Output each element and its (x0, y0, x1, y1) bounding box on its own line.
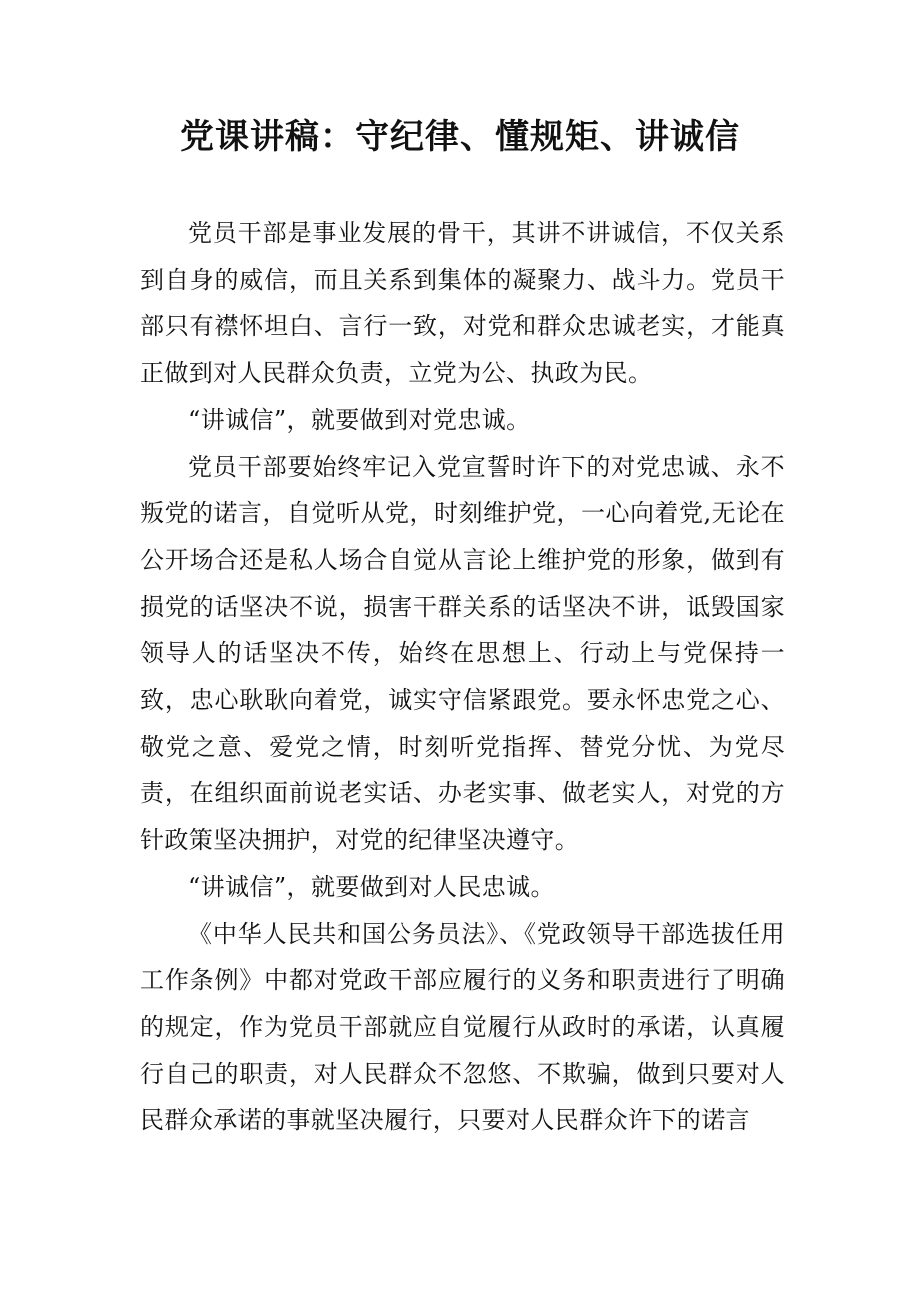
paragraph-party-loyalty: 党员干部要始终牢记入党宣誓时许下的对党忠诚、永不叛党的诺言，自觉听从党，时刻维护党，一心向着党,无论在公开场合还是私人场合自觉从言论上维护党的形象，做到有损党的话坚决不说，损害干群关系的话坚决不讲，诋毁国家领导人的话坚决不传，始终在思想上、行动上与党保持一致，忠心耿耿向着党，诚实守信紧跟党。要永怀忠党之心、敬党之意、爱党之情，时刻听党指挥、替党分忧、为党尽责，在组织面前说老实话、办老实事、做老实人，对党的方针政策坚决拥护，对党的纪律坚决遵守。 (140, 452, 785, 855)
paragraph-intro: 党员干部是事业发展的骨干，其讲不讲诚信，不仅关系到自身的威信，而且关系到集体的凝聚力、战斗力。党员干部只有襟怀坦白、言行一致，对党和群众忠诚老实，才能真正做到对人民群众负责，立党为公、执政为民。 (140, 219, 785, 388)
paragraph-heading-people-loyalty: “讲诚信”，就要做到对人民忠诚。 (188, 872, 555, 901)
paragraph-people-loyalty: 《中华人民共和国公务员法》、《党政领导干部选拔任用工作条例》中都对党政干部应履行的义务和职责进行了明确的规定，作为党员干部就应自觉履行从政时的承诺，认真履行自己的职责，对人民群众不忽悠、不欺骗，做到只要对人民群众承诺的事就坚决履行，只要对人民群众许下的诺言 (140, 919, 785, 1135)
document-title: 党课讲稿：守纪律、懂规矩、讲诚信 (180, 117, 740, 157)
paragraph-heading-party-loyalty: “讲诚信”，就要做到对党忠诚。 (188, 405, 531, 434)
document-body (140, 210, 785, 1144)
